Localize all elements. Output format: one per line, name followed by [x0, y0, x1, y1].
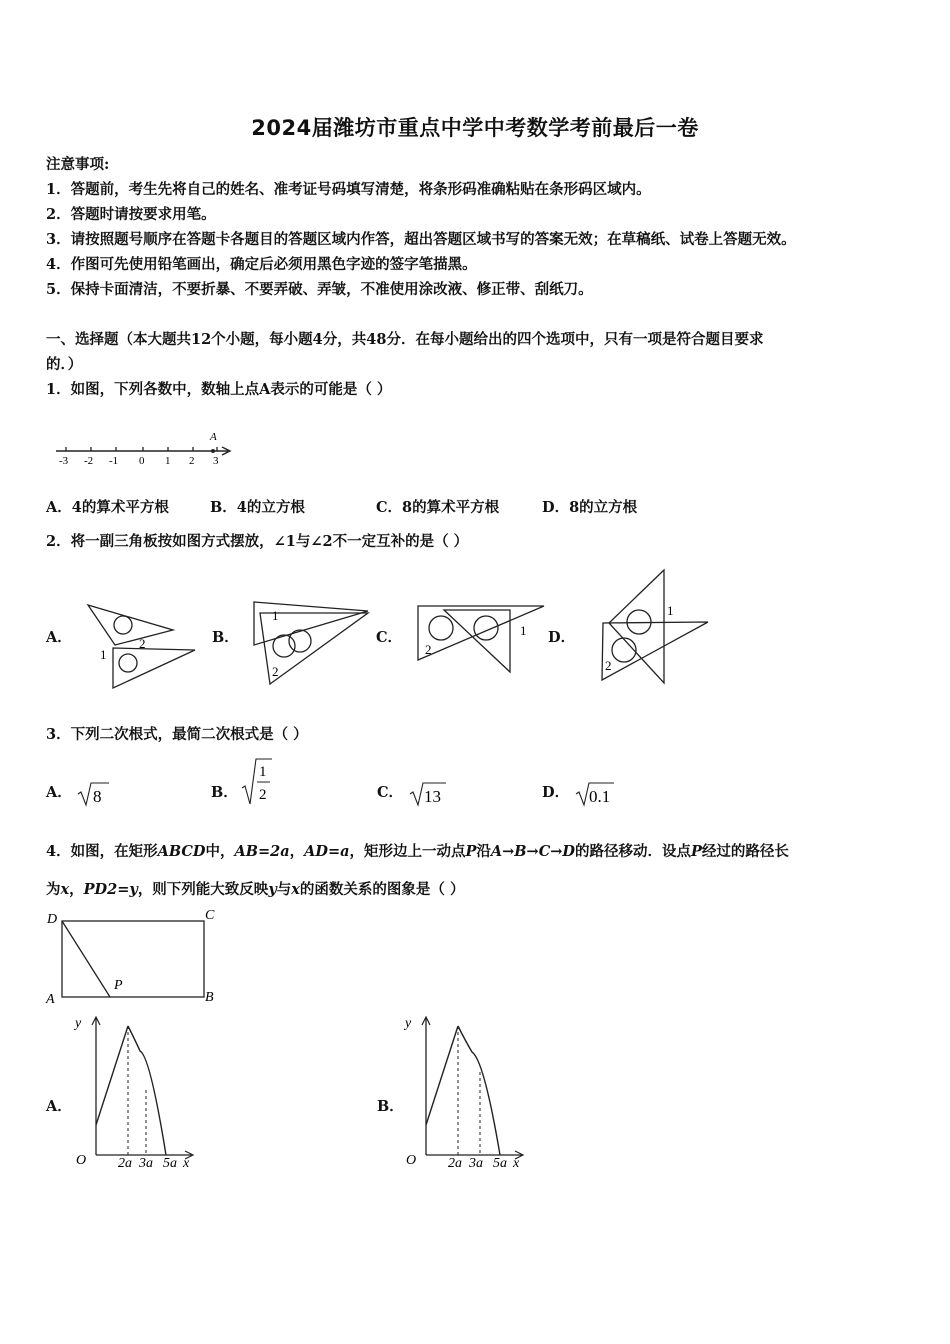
radicand: 0.1 [589, 787, 611, 806]
tick-label: 5a [163, 1156, 177, 1171]
q4-text: ，矩形边上一动点 [349, 843, 466, 860]
axis-label: 2 [189, 455, 195, 467]
radicand: 13 [424, 787, 441, 806]
q4-text: 为 [46, 881, 61, 898]
angle-label-2: 2 [139, 636, 146, 651]
q4-stem-line2 [46, 878, 464, 899]
q4-rect-name: ABCD [157, 843, 206, 860]
q4-stem-line1 [46, 840, 789, 861]
q2-figure-d [598, 568, 713, 688]
tick-label: 2a [448, 1156, 462, 1171]
q1-option-b[interactable]: B．4的立方根 [210, 499, 305, 516]
point-a-label: A [210, 431, 217, 443]
q2-option-c[interactable]: C． [376, 629, 403, 646]
notice-item-5: 5．保持卡面清洁，不要折暴、不要弄破、弄皱，不准使用涂改液、修正带、刮纸刀。 [46, 281, 593, 298]
tick-label: 5a [493, 1156, 507, 1171]
q2-option-b[interactable]: B． [212, 629, 239, 646]
axis-label: 3 [213, 455, 219, 467]
tick-label: 2a [118, 1156, 132, 1171]
q1-stem: 1．如图，下列各数中，数轴上点A表示的可能是（ ） [46, 381, 392, 398]
notice-item-3: 3．请按照题号顺序在答题卡各题目的答题区域内作答，超出答题区域书写的答案无效；在草稿纸、试卷上答题无效。 [46, 231, 796, 248]
q3-option-c[interactable]: C． [377, 784, 404, 801]
angle-label-2: 2 [272, 664, 279, 679]
q4-graph-a [70, 1012, 205, 1172]
vertex-c: C [205, 908, 215, 923]
axis-x-label: x [513, 1156, 520, 1171]
q4-var-x: x [291, 881, 300, 898]
q4-point-p: P [690, 843, 702, 860]
origin-label: O [76, 1153, 87, 1168]
angle-label-2: 2 [425, 642, 432, 657]
q3-radical-b [240, 756, 274, 808]
page-title: 2024届潍坊市重点中学中考数学考前最后一卷 [251, 116, 699, 140]
q2-stem: 2．将一副三角板按如图方式摆放，∠1与∠2不一定互补的是（ ） [46, 533, 469, 550]
q4-text: 的路径移动．设点 [574, 843, 691, 860]
q4-text: ， [289, 843, 305, 860]
q1-option-c[interactable]: C．8的算术平方根 [376, 499, 500, 516]
origin-label: O [406, 1153, 417, 1168]
vertex-b: B [205, 990, 214, 1005]
notice-item-2: 2．答题时请按要求用笔。 [46, 206, 216, 223]
axis-x-label: x [183, 1156, 190, 1171]
q1-number-line [50, 425, 240, 470]
axis-label: -1 [109, 455, 119, 467]
point-p: P [114, 978, 123, 993]
q2-option-a[interactable]: A． [46, 629, 72, 646]
q4-var-x: x [60, 881, 70, 898]
q4-option-b[interactable]: B． [377, 1098, 404, 1115]
angle-label-1: 1 [100, 647, 107, 662]
q1-option-d[interactable]: D．8的立方根 [542, 499, 638, 516]
section-heading-line2: 的．） [46, 356, 83, 373]
tick-label: 3a [469, 1156, 483, 1171]
fraction-numerator: 1 [259, 764, 267, 780]
vertex-a: A [46, 992, 55, 1007]
q4-text: 沿 [476, 843, 491, 860]
notice-heading: 注意事项: [46, 156, 110, 173]
q1-option-a[interactable]: A．4的算术平方根 [46, 499, 169, 516]
q4-text: 经过的路径长 [701, 843, 789, 860]
vertex-d: D [47, 912, 58, 927]
q3-stem: 3．下列二次根式，最简二次根式是（ ） [46, 726, 308, 743]
q4-text: 中， [205, 843, 235, 860]
q4-text: 与 [276, 881, 292, 898]
q3-radical-a [76, 780, 110, 808]
angle-label-1: 1 [272, 608, 279, 623]
axis-y-label: y [405, 1016, 412, 1031]
q2-figure-a [85, 598, 200, 693]
section-heading-line1: 一、选择题（本大题共12个小题，每小题4分，共48分．在每小题给出的四个选项中，只有一项是符合题目要求 [46, 331, 764, 348]
q4-text: ，则下列能大致反映 [137, 881, 269, 898]
q2-figure-b [248, 598, 378, 693]
q4-point-p: P [465, 843, 477, 860]
q4-path: A→B→C→D [490, 843, 575, 860]
axis-label: 0 [139, 455, 145, 467]
q4-graph-b [400, 1012, 535, 1172]
q4-text: 的函数关系的图象是（ ） [299, 881, 465, 898]
axis-label: 1 [165, 455, 171, 467]
q4-var-y: y [268, 881, 277, 898]
point-a-marker [211, 449, 215, 453]
axis-y-label: y [75, 1016, 82, 1031]
q4-text: ， [69, 881, 84, 898]
tick-label: 3a [139, 1156, 153, 1171]
q4-ad: AD=a [304, 843, 350, 860]
angle-label-1: 1 [520, 623, 527, 638]
q4-rectangle-figure [44, 905, 224, 1010]
angle-label-1: 1 [667, 603, 674, 618]
q3-radical-c [408, 780, 448, 808]
notice-item-4: 4．作图可先使用铅笔画出，确定后必须用黑色字迹的签字笔描黑。 [46, 256, 477, 273]
q3-option-a[interactable]: A． [46, 784, 72, 801]
q3-option-b[interactable]: B． [211, 784, 238, 801]
q2-figure-c [414, 598, 549, 683]
q2-option-d[interactable]: D． [548, 629, 576, 646]
angle-label-2: 2 [605, 658, 612, 673]
q3-option-d[interactable]: D． [542, 784, 570, 801]
q4-pd: PD2=y [83, 881, 138, 898]
fraction-denominator: 2 [259, 787, 267, 803]
q3-radical-d [574, 780, 616, 808]
q4-ab: AB=2a [234, 843, 290, 860]
axis-label: -3 [59, 455, 69, 467]
radicand: 8 [93, 787, 102, 806]
axis-label: -2 [84, 455, 94, 467]
q4-text: 4．如图，在矩形 [46, 843, 158, 860]
notice-item-1: 1．答题前，考生先将自己的姓名、准考证号码填写清楚，将条形码准确粘贴在条形码区域内。 [46, 181, 651, 198]
q4-option-a[interactable]: A． [46, 1098, 72, 1115]
